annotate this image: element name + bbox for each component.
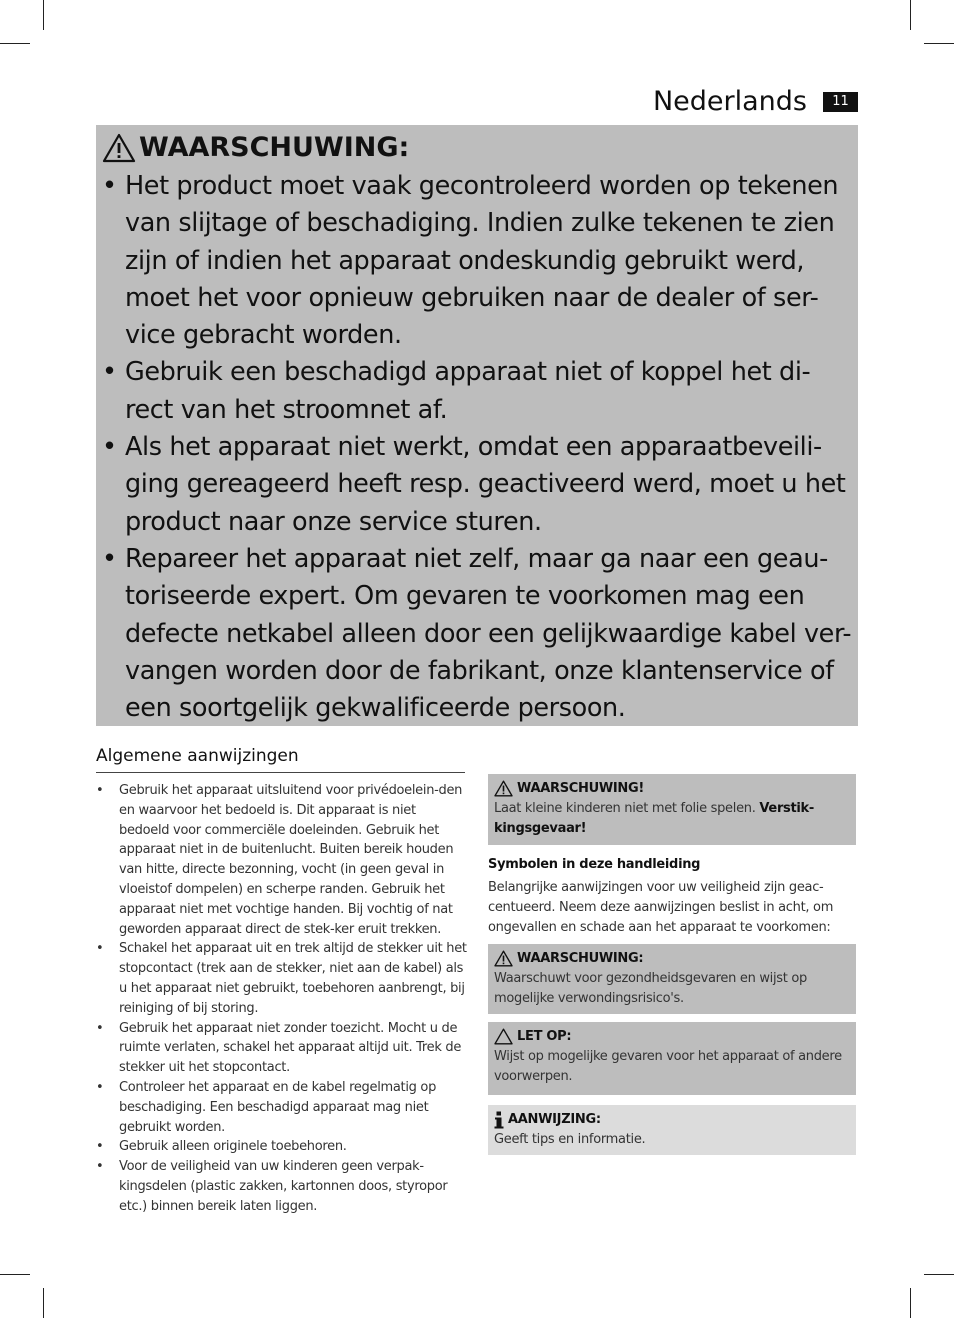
section-title-symbols: Symbolen in deze handleiding bbox=[488, 857, 701, 872]
warning-box-heading bbox=[494, 779, 850, 799]
symbol-caution-text: Wijst op mogelijke gevaren voor het apparaat of andere voorwerpen. bbox=[494, 1048, 842, 1084]
list-item: • Gebruik een beschadigd apparaat niet of koppel het di-rect van het stroomnet af. bbox=[102, 354, 852, 429]
general-list bbox=[96, 781, 468, 1217]
symbol-warning-text: Waarschuwt voor gezondheidsgevaren en wijst op mogelijke verwondingsrisico's. bbox=[494, 970, 808, 1006]
section-title-general: Algemene aanwijzingen bbox=[96, 746, 299, 766]
language-heading: Nederlands bbox=[652, 86, 807, 117]
crop-mark bbox=[43, 0, 44, 30]
main-warning-box bbox=[96, 125, 858, 726]
info-icon bbox=[494, 1111, 504, 1129]
symbol-caution-box bbox=[488, 1022, 856, 1095]
main-warning-heading bbox=[102, 128, 852, 168]
crop-mark bbox=[924, 1274, 954, 1275]
list-item: • Schakel het apparaat uit en trek altijd de stekker uit het stopcontact (trek aan de stekker, niet aan de kabel) als u het apparaat niet gebruikt, toebehoren aanbrengt, bij reiniging of bij storing. bbox=[96, 939, 468, 1018]
list-item: • Het product moet vaak gecontroleerd worden op tekenen van slijtage of beschadiging. Indien zulke tekenen te zien zijn of indien het apparaat ondeskundig gebruikt werd, moet het voor opnieuw gebruiken naar de dealer of ser-vice gebracht worden. bbox=[102, 168, 852, 354]
list-item: • Gebruik het apparaat niet zonder toezicht. Mocht u de ruimte verlaten, schakel het apparaat altijd uit. Trek de stekker uit het stopcontact. bbox=[96, 1019, 468, 1078]
crop-mark bbox=[0, 43, 30, 44]
crop-mark bbox=[910, 0, 911, 30]
section-divider bbox=[96, 772, 465, 773]
caution-triangle-icon bbox=[494, 1028, 513, 1045]
symbol-note-title: AANWIJZING: bbox=[508, 1112, 601, 1127]
list-item: • Als het apparaat niet werkt, omdat een apparaatbeveili-ging gereageerd heeft resp. geactiveerd werd, moet u het product naar onze service sturen. bbox=[102, 429, 852, 541]
main-warning-title: WAARSCHUWING: bbox=[139, 132, 410, 163]
warning-triangle-icon bbox=[494, 950, 513, 967]
symbol-warning-title: WAARSCHUWING: bbox=[517, 951, 644, 966]
symbol-warning-heading bbox=[494, 949, 850, 969]
warning-box-children bbox=[488, 774, 856, 845]
warning-triangle-icon bbox=[102, 133, 136, 163]
symbol-note-text: Geeft tips en informatie. bbox=[494, 1131, 646, 1147]
warning-box-title: WAARSCHUWING! bbox=[517, 781, 644, 796]
symbol-note-box bbox=[488, 1105, 856, 1155]
list-item: • Gebruik alleen originele toebehoren. bbox=[96, 1137, 468, 1157]
symbols-intro: Belangrijke aanwijzingen voor uw veiligheid zijn geac-centueerd. Neem deze aanwijzingen beslist in acht, om ongevallen en schade aan het apparaat te voorkomen: bbox=[488, 880, 834, 935]
warning-triangle-icon bbox=[494, 780, 513, 797]
warning-box-text bbox=[494, 799, 850, 839]
warning-box-body: Laat kleine kinderen niet met folie spelen. bbox=[494, 800, 760, 816]
warning-box-emphasis: Verstik-kingsgevaar! bbox=[494, 800, 815, 836]
list-item: • Gebruik het apparaat uitsluitend voor privédoelein-den en waarvoor het bedoeld is. Dit apparaat is niet bedoeld voor commerciële doeleinden. Gebruik het apparaat niet in de buitenlucht. Buiten bereik houden van hitte, directe bezonning, vocht (in geen geval in vloeistof dompelen) en scherpe randen. Gebruik het apparaat niet met vochtige handen. Bij vochtig of nat geworden apparaat direct de stek-ker eruit trekken. bbox=[96, 781, 468, 939]
symbol-warning-box bbox=[488, 944, 856, 1014]
main-warning-list bbox=[102, 168, 852, 727]
crop-mark bbox=[924, 43, 954, 44]
symbol-caution-heading bbox=[494, 1027, 850, 1047]
crop-mark bbox=[910, 1288, 911, 1318]
symbol-caution-title: LET OP: bbox=[517, 1029, 572, 1044]
page-number: 11 bbox=[823, 92, 858, 112]
crop-mark bbox=[0, 1274, 30, 1275]
list-item: • Repareer het apparaat niet zelf, maar ga naar een geau-toriseerde expert. Om gevaren te voorkomen mag een defecte netkabel alleen door een gelijkwaardige kabel ver-vangen worden door de fabrikant, onze klantenservice of een soortgelijk gekwalificeerde persoon. bbox=[102, 541, 852, 727]
symbol-note-heading bbox=[494, 1110, 850, 1130]
list-item: • Voor de veiligheid van uw kinderen geen verpak-kingsdelen (plastic zakken, kartonnen doos, styropor etc.) binnen bereik laten liggen. bbox=[96, 1157, 468, 1216]
crop-mark bbox=[43, 1288, 44, 1318]
list-item: • Controleer het apparaat en de kabel regelmatig op beschadiging. Een beschadigd apparaat mag niet gebruikt worden. bbox=[96, 1078, 468, 1137]
